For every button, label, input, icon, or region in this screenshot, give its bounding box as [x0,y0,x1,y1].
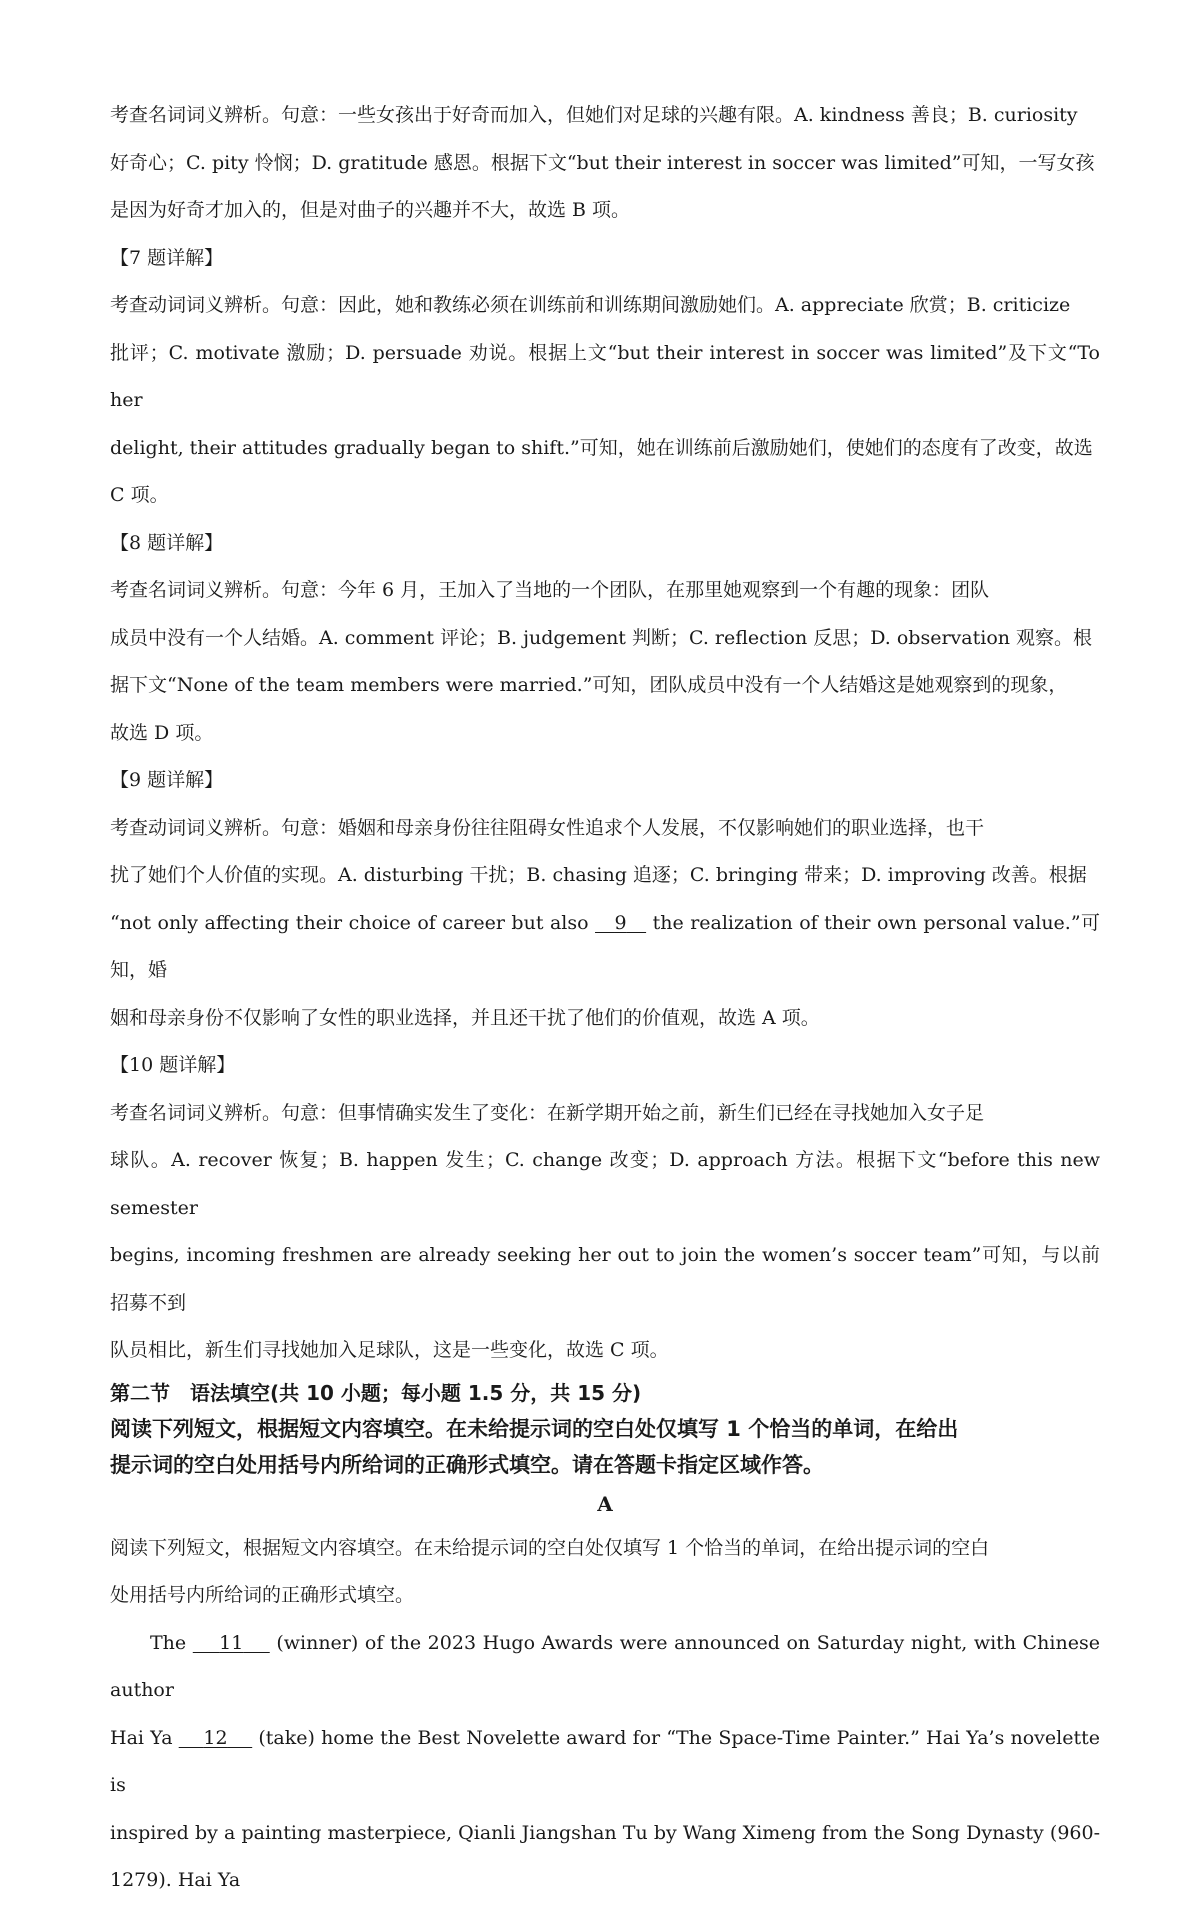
q8-heading: 【8 题详解】 [110,531,224,554]
text-line: 姻和母亲身份不仅影响了女性的职业选择，并且还干扰了他们的价值观，故选 A 项。 [110,1006,820,1029]
text-line: 考查动词词义辨析。句意：婚姻和母亲身份往往阻碍女性追求个人发展，不仅影响她们的职业选择，也干 [110,816,985,839]
text-line [110,1715,1100,1810]
blank-number: 12 [203,1726,228,1749]
text-line: begins, incoming freshmen are already seeking her out to join the women’s soccer team”可知，与以前招募不到 [110,1244,1100,1314]
q10-heading: 【10 题详解】 [110,1054,236,1076]
text-line: 成员中没有一个人结婚。A. comment 评论；B. judgement 判断；C. reflection 反思；D. observation 观察。根 [110,626,1093,649]
text-line: 处用括号内所给词的正确形式填空。 [110,1584,415,1606]
q7-heading: 【7 题详解】 [110,246,224,269]
instruction-line: 提示词的空白处用括号内所给词的正确形式填空。请在答题卡指定区域作答。 [110,1452,824,1477]
answer-blank-12 [179,1727,253,1749]
text-line: 据下文“None of the team members were married.”可知，团队成员中没有一个人结婚这是她观察到的现象， [110,674,1068,696]
section-instructions [110,1411,1100,1483]
q10-explanation [110,1090,1100,1375]
text-line: 阅读下列短文，根据短文内容填空。在未给提示词的空白处仅填写 1 个恰当的单词，在给出提示词的空白 [110,1536,990,1559]
passage-instructions [110,1525,1100,1620]
section-title: 第二节 语法填空(共 10 小题；每小题 1.5 分，共 15 分) [110,1380,642,1405]
text-line: 球队。A. recover 恢复；B. happen 发生；C. change 改变；D. approach 方法。根据下文“before this new semester [110,1149,1100,1219]
q6-explanation [110,92,1100,235]
text-line: inspired by a painting masterpiece, Qianli Jiangshan Tu by Wang Ximeng from the Song Dynasty (960-1279). Hai Ya [110,1821,1100,1891]
passage-text: The [150,1631,193,1654]
text-line: 队员相比，新生们寻找她加入足球队，这是一些变化，故选 C 项。 [110,1339,669,1361]
quote-text: “not only affecting their choice of career but also [110,911,596,934]
q9-explanation [110,805,1100,1043]
passage-text: Hai Ya [110,1726,179,1749]
passage-text: (take) home the Best Novelette award for “The Space-Time Painter.” Hai Ya’s novelette is [110,1726,1100,1796]
q7-explanation [110,282,1100,520]
text-line: 考查名词词义辨析。句意：但事情确实发生了变化：在新学期开始之前，新生们已经在寻找她加入女子足 [110,1101,985,1124]
blank-number: 11 [219,1631,244,1654]
text-line: 考查动词词义辨析。句意：因此，她和教练必须在训练前和训练期间激励她们。A. appreciate 欣赏；B. criticize [110,294,1071,316]
answer-blank-9 [595,912,646,934]
text-line: delight, their attitudes gradually began to shift.”可知，她在训练前后激励她们，使她们的态度有了改变，故选 [110,436,1093,459]
passage-body [110,1620,1100,1905]
quote-text: the realization of their own personal value.”可知，婚 [110,911,1101,981]
text-line [110,900,1100,995]
text-line: 扰了她们个人价值的实现。A. disturbing 干扰；B. chasing 追逐；C. bringing 带来；D. improving 改善。根据 [110,864,1087,886]
text-line: C 项。 [110,484,169,506]
passage-text: (winner) of the 2023 Hugo Awards were announced on Saturday night, with Chinese author [110,1631,1100,1701]
q8-explanation [110,567,1100,757]
text-line: 批评；C. motivate 激励；D. persuade 劝说。根据上文“but their interest in soccer was limited”及下文“To her [110,341,1100,411]
blank-number: 9 [614,911,627,934]
text-line: 考查名词词义辨析。句意：今年 6 月，王加入了当地的一个团队，在那里她观察到一个有趣的现象：团队 [110,579,990,601]
text-line: 考查名词词义辨析。句意：一些女孩出于好奇而加入，但她们对足球的兴趣有限。A. kindness 善良；B. curiosity [110,104,1078,126]
text-line: 好奇心；C. pity 怜悯；D. gratitude 感恩。根据下文“but their interest in soccer was limited”可知，一写女孩 [110,151,1095,174]
text-line [110,1620,1100,1715]
instruction-line: 阅读下列短文，根据短文内容填空。在未给提示词的空白处仅填写 1 个恰当的单词，在给出 [110,1416,959,1441]
answer-blank-11 [193,1632,270,1654]
passage-label: A [597,1491,613,1516]
q9-heading: 【9 题详解】 [110,769,224,791]
text-line: 故选 D 项。 [110,721,214,744]
text-line: 是因为好奇才加入的，但是对曲子的兴趣并不大，故选 B 项。 [110,199,631,221]
document-page [110,92,1100,1905]
